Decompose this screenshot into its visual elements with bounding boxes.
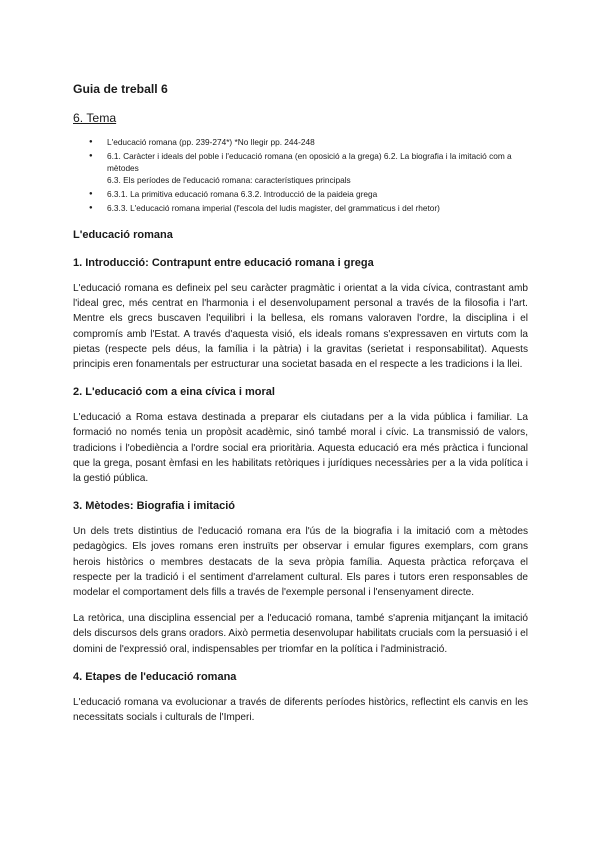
section-paragraph: L'educació a Roma estava destinada a preparar els ciutadans per a la vida pública i familiar. La formació no només tenia un propòsit acadèmic, sinó també moral i cívic. La transmissió de valors, tradicions i l'obediència a l'ordre social era prioritària. Aquesta educació era més pràctica i funcional que la grega, posant èmfasi en les habilitats retòriques i jurídiques necessàries per a la vida política i la gestió pública.	[73, 412, 528, 485]
bullet-item: ● 6.3.1. La primitiva educació romana 6.3.2. Introducció de la paideia grega	[107, 188, 528, 200]
section-heading: 2. L'educació com a eina cívica i moral	[73, 386, 275, 399]
bullet-continuation: 6.3. Els períodes de l'educació romana: característiques principals	[107, 175, 351, 185]
section-heading: 4. Etapes de l'educació romana	[73, 670, 237, 683]
bullet-item: ● L'educació romana (pp. 239-274*) *No llegir pp. 244-248	[107, 136, 528, 148]
section-heading: 1. Introducció: Contrapunt entre educació romana i grega	[73, 257, 374, 269]
section-paragraph: Un dels trets distintius de l'educació romana era l'ús de la biografia i la imitació com a mètodes pedagògics. Els joves romans eren instruïts per observar i emular figures exemplars, com grans herois històrics o membres destacats de la seva pròpia família. Aquesta pràctica reforçava el respecte per la tradició i el sentiment d'arrelament cultural. Els pares i tutors eren responsables de modelar el comportament dels fills a través de l'exemple personal i l'ensenyament directe.	[73, 526, 528, 599]
document-content	[73, 82, 528, 725]
section-heading: 3. Mètodes: Biografia i imitació	[73, 500, 235, 513]
topic-bullet-list	[73, 136, 528, 174]
section-paragraph: L'educació romana es defineix pel seu caràcter pragmàtic i orientat a la vida cívica, contrastant amb l'ideal grec, més centrat en l'harmonia i el desenvolupament personal a través de la filosofia i l'art. Mentre els grecs buscaven l'equilibri i la bellesa, els romans valoraven l'ordre, la disciplina i el compromís amb l'Estat. A través d'aquesta visió, els ideals romans s'expressaven en virtuts com la pietas (respecte pels déus, la família i la pàtria) i la gravitas (serietat i responsabilitat). Aquests principis eren fonamentals per estructurar una societat basada en el respecte a les tradicions i la llei.	[73, 283, 528, 371]
main-heading: L'educació romana	[73, 229, 173, 241]
bullet-item: ● 6.3.3. L'educació romana imperial (l'escola del ludis magister, del grammaticus i del rhetor)	[107, 202, 528, 214]
section-paragraph: L'educació romana va evolucionar a través de diferents períodes històrics, reflectint els canvis en les necessitats socials i culturals de l'Imperi.	[73, 696, 528, 724]
topic-bullet-list-continued	[73, 188, 528, 214]
bullet-item: ● 6.1. Caràcter i ideals del poble i l'educació romana (en oposició a la grega) 6.2. La biografia i la imitació com a mètodes	[107, 150, 528, 174]
section-paragraph: La retòrica, una disciplina essencial per a l'educació romana, també s'aprenia mitjançant la imitació dels discursos dels grans oradors. Això permetia desenvolupar habilitats crucials com la persuasió i el domini de l'expressió oral, indispensables per triomfar en la política i l'administració.	[73, 613, 529, 655]
topic-link[interactable]: 6. Tema	[73, 111, 117, 125]
document-title: Guia de treball 6	[73, 82, 168, 96]
